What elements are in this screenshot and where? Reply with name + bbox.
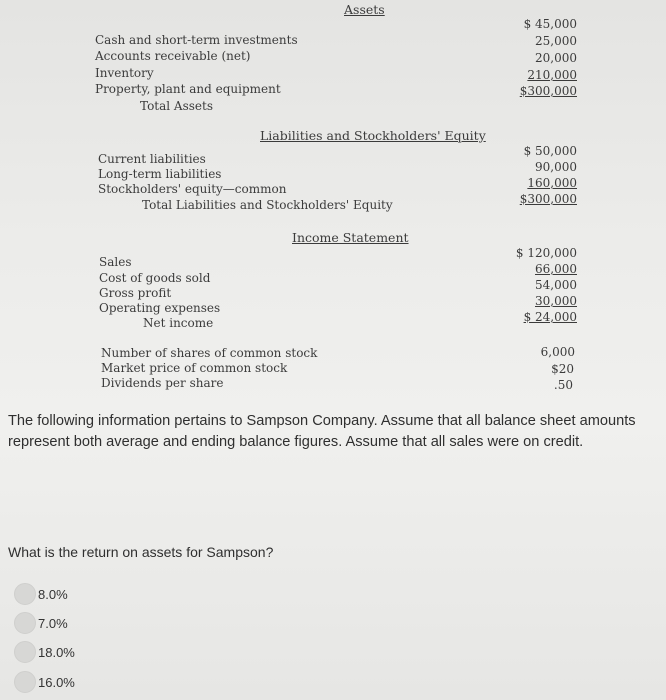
radio-button[interactable] bbox=[14, 583, 36, 605]
asset-label: Cash and short-term investments bbox=[95, 33, 298, 47]
asset-value: 25,000 bbox=[535, 34, 577, 48]
liability-value: 90,000 bbox=[535, 160, 577, 174]
income-total-value: $ 24,000 bbox=[523, 310, 577, 324]
radio-button[interactable] bbox=[14, 612, 36, 634]
income-total-label: Net income bbox=[143, 316, 214, 330]
liability-label: Stockholders' equity—common bbox=[98, 182, 287, 196]
radio-button[interactable] bbox=[14, 671, 36, 693]
liability-label: Long-term liabilities bbox=[98, 167, 222, 181]
other-info-label: Number of shares of common stock bbox=[101, 346, 318, 360]
income-label: Cost of goods sold bbox=[99, 271, 211, 285]
liability-value: 160,000 bbox=[527, 176, 577, 190]
income-label: Sales bbox=[99, 255, 132, 269]
question-prompt: What is the return on assets for Sampson? bbox=[8, 544, 274, 560]
asset-value: $ 45,000 bbox=[523, 17, 577, 31]
asset-total-value: $300,000 bbox=[519, 84, 577, 98]
income-value: 30,000 bbox=[535, 294, 577, 308]
answer-option-a[interactable] bbox=[14, 583, 68, 605]
answer-option-label: 16.0% bbox=[38, 674, 75, 690]
assets-heading: Assets bbox=[344, 2, 385, 17]
liability-label: Current liabilities bbox=[98, 152, 206, 166]
asset-value: 20,000 bbox=[535, 51, 577, 65]
asset-value: 210,000 bbox=[527, 68, 577, 82]
income-label: Operating expenses bbox=[99, 301, 221, 315]
asset-label: Inventory bbox=[95, 66, 154, 80]
asset-label: Accounts receivable (net) bbox=[95, 49, 251, 63]
asset-label: Property, plant and equipment bbox=[95, 82, 281, 96]
liability-total-value: $300,000 bbox=[519, 192, 577, 206]
problem-description: The following information pertains to Sampson Company. Assume that all balance sheet amounts represent both average and ending balance figures. Assume that all sales were on credit. bbox=[8, 413, 636, 450]
other-info-label: Dividends per share bbox=[101, 376, 224, 390]
other-info-value: 6,000 bbox=[540, 345, 575, 359]
answer-option-label: 18.0% bbox=[38, 644, 75, 660]
income-value: 66,000 bbox=[535, 262, 577, 276]
liability-value: $ 50,000 bbox=[523, 144, 577, 158]
answer-option-c[interactable] bbox=[14, 641, 75, 663]
income-value: $ 120,000 bbox=[515, 246, 577, 260]
income-value: 54,000 bbox=[535, 278, 577, 292]
answer-option-label: 7.0% bbox=[38, 615, 68, 631]
liabilities-heading: Liabilities and Stockholders' Equity bbox=[260, 128, 486, 143]
asset-total-label: Total Assets bbox=[140, 99, 213, 113]
answer-option-d[interactable] bbox=[14, 671, 75, 693]
other-info-value: .50 bbox=[553, 378, 573, 392]
other-info-value: $20 bbox=[551, 362, 574, 376]
answer-option-b[interactable] bbox=[14, 612, 68, 634]
radio-button[interactable] bbox=[14, 641, 36, 663]
liability-total-label: Total Liabilities and Stockholders' Equity bbox=[142, 198, 393, 212]
income-label: Gross profit bbox=[99, 286, 172, 300]
other-info-label: Market price of common stock bbox=[101, 361, 288, 375]
income-statement-heading: Income Statement bbox=[292, 230, 409, 245]
answer-option-label: 8.0% bbox=[38, 586, 68, 602]
